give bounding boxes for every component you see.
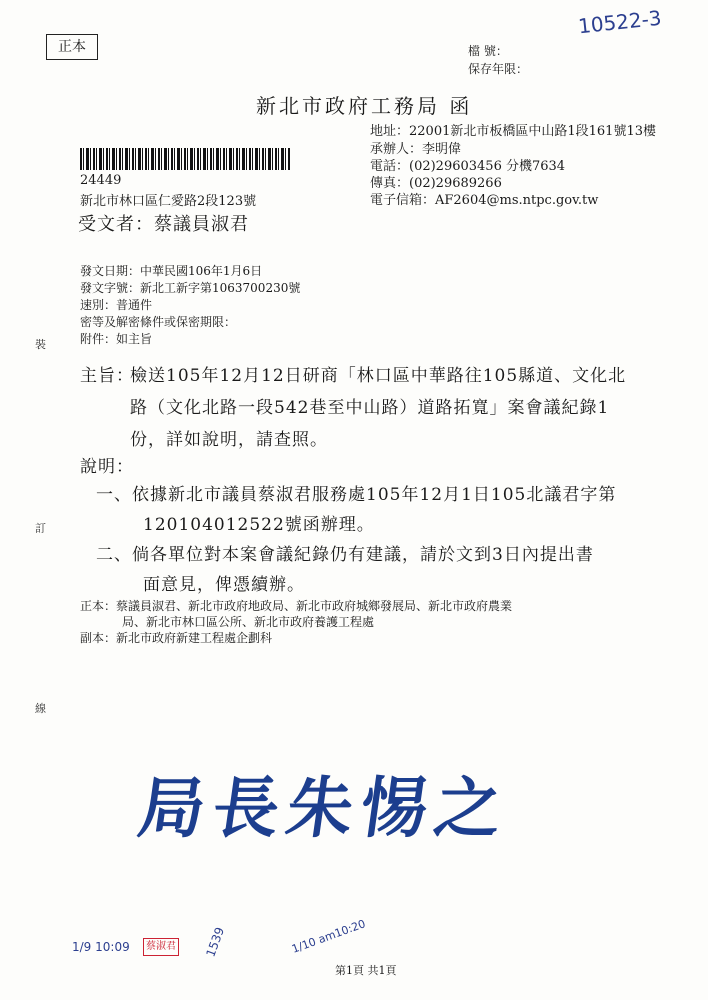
handwritten-receipt-date: 1/9 10:09 [72,940,130,954]
handwritten-mid-note: 1539 [203,925,228,959]
original-recipients-line-2: 局、新北市林口區公所、新北市政府養護工程處 [122,615,375,629]
recipient-address: 新北市林口區仁愛路2段123號 [80,194,257,209]
secrecy-level: 密等及解密條件或保密期限： [80,315,237,329]
sender-fax: 傳真：(02)29689266 [370,176,502,191]
document-number: 發文字號：新北工新字第1063700230號 [80,281,301,295]
original-recipients-line-1: 正本：蔡議員淑君、新北市政府地政局、新北市政府城鄉發展局、新北市政府農業 [80,599,513,613]
attachment: 附件：如主旨 [80,332,153,346]
file-no-label: 檔 號： [468,44,508,58]
subject-line-2: 路（文化北路一段542巷至中山路）道路拓寬」案會議紀錄1 [130,398,610,418]
copy-type-box: 正本 [46,34,98,60]
handwritten-right-note: 1/10 am10:20 [290,917,368,956]
subject-label: 主旨： [80,366,134,386]
sender-phone: 電話：(02)29603456 分機7634 [370,159,566,174]
explanation-item-1-line-2: 120104012522號函辦理。 [143,515,375,535]
binding-mark-xian: 線 [35,702,46,715]
explanation-item-2-line-1: 二、倘各單位對本案會議紀錄仍有建議，請於文到3日內提出書 [96,545,594,565]
delivery-speed: 速別：普通件 [80,298,153,312]
director-signature-stamp: 局長朱惕之 [133,770,515,847]
recipient-zip: 24449 [80,173,122,188]
recipient-name: 受文者：蔡議員淑君 [78,214,249,235]
binding-mark-ding: 訂 [35,522,46,535]
retention-label: 保存年限： [468,62,529,76]
page-footer: 第1頁 共1頁 [335,964,397,977]
barcode [80,148,290,170]
copy-recipients: 副本：新北市政府新建工程處企劃科 [80,631,273,645]
subject-line-1: 檢送105年12月12日研商「林口區中華路往105縣道、文化北 [130,366,627,386]
sender-handler: 承辦人：李明偉 [370,142,462,157]
document-title: 新北市政府工務局 函 [256,94,473,118]
explanation-item-1-line-1: 一、依據新北市議員蔡淑君服務處105年12月1日105北議君字第 [96,485,617,505]
issue-date: 發文日期：中華民國106年1月6日 [80,264,263,278]
received-seal-stamp: 蔡淑君 [143,938,179,956]
subject-line-3: 份，詳如說明，請查照。 [130,430,328,450]
binding-mark-zhuang: 裝 [35,338,46,351]
explanation-label: 說明： [80,457,134,477]
explanation-item-2-line-2: 面意見，俾憑續辦。 [143,575,305,595]
handwritten-file-number: 10522-3 [576,5,663,39]
sender-email: 電子信箱：AF2604@ms.ntpc.gov.tw [370,193,599,208]
sender-address: 地址：22001新北市板橋區中山路1段161號13樓 [370,124,656,139]
